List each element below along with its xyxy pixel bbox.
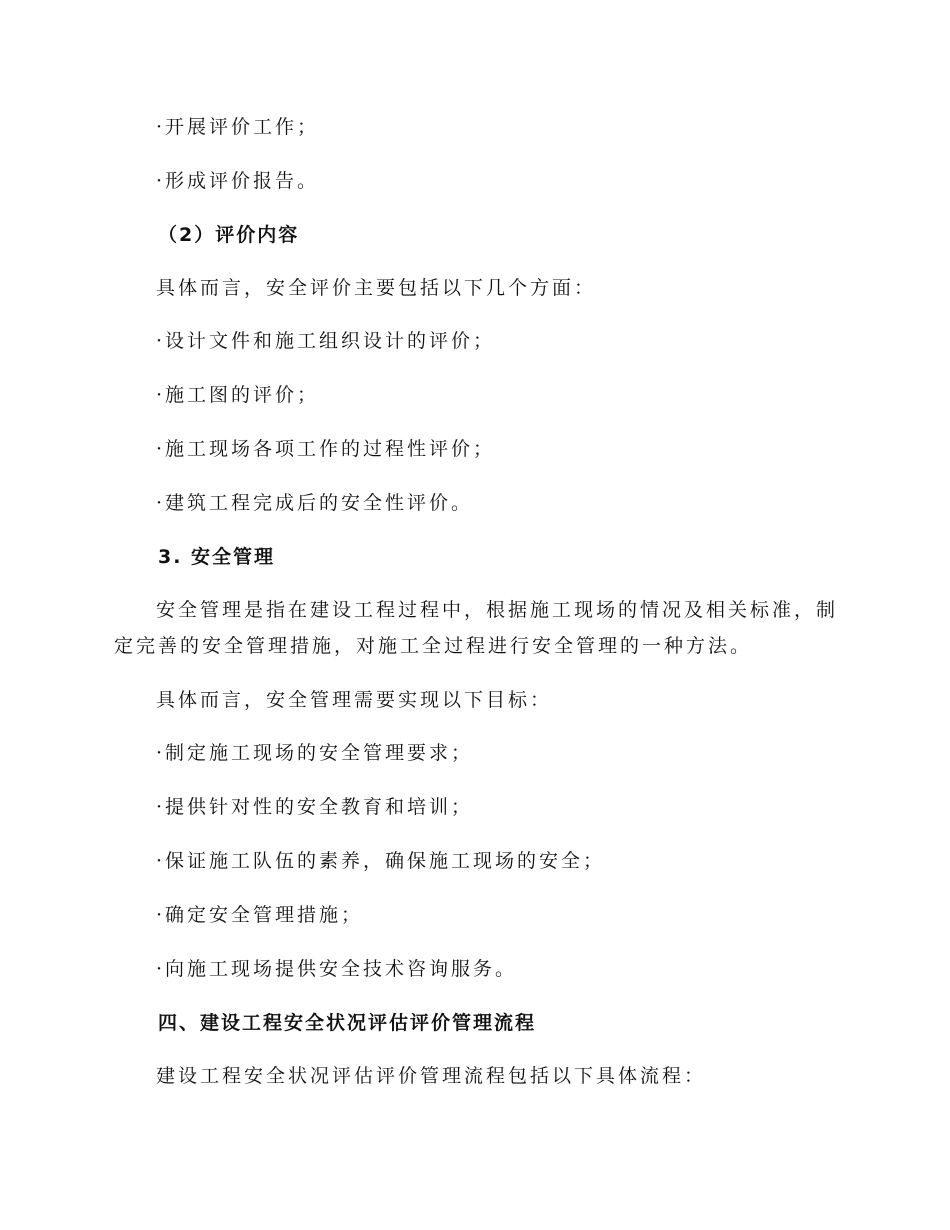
bullet-item: ·施工现场各项工作的过程性评价； (156, 438, 496, 460)
paragraph: 建设工程安全状况评估评价管理流程包括以下具体流程： (156, 1065, 707, 1087)
chapter-heading: 四、建设工程安全状况评估评价管理流程 (158, 1012, 537, 1034)
bullet-item: ·向施工现场提供安全技术咨询服务。 (156, 958, 518, 980)
bullet-item: ·施工图的评价； (156, 384, 320, 406)
paragraph: 具体而言，安全评价主要包括以下几个方面： (156, 277, 597, 299)
paragraph: 具体而言，安全管理需要实现以下目标： (156, 689, 553, 711)
paragraph-line: 定完善的安全管理措施，对施工全过程进行安全管理的一种方法。 (114, 635, 753, 657)
bullet-item: ·形成评价报告。 (156, 170, 320, 192)
subsection-heading: （2）评价内容 (158, 224, 300, 246)
section-heading: 3. 安全管理 (158, 546, 276, 568)
bullet-item: ·确定安全管理措施； (156, 904, 364, 926)
paragraph-line: 安全管理是指在建设工程过程中，根据施工现场的情况及相关标准，制 (156, 599, 839, 621)
bullet-item: ·保证施工队伍的素养，确保施工现场的安全； (156, 850, 606, 872)
bullet-item: ·制定施工现场的安全管理要求； (156, 742, 474, 764)
bullet-item: ·建筑工程完成后的安全性评价。 (156, 492, 474, 514)
bullet-item: ·提供针对性的安全教育和培训； (156, 796, 474, 818)
bullet-item: ·开展评价工作； (156, 116, 320, 138)
bullet-item: ·设计文件和施工组织设计的评价； (156, 330, 496, 352)
